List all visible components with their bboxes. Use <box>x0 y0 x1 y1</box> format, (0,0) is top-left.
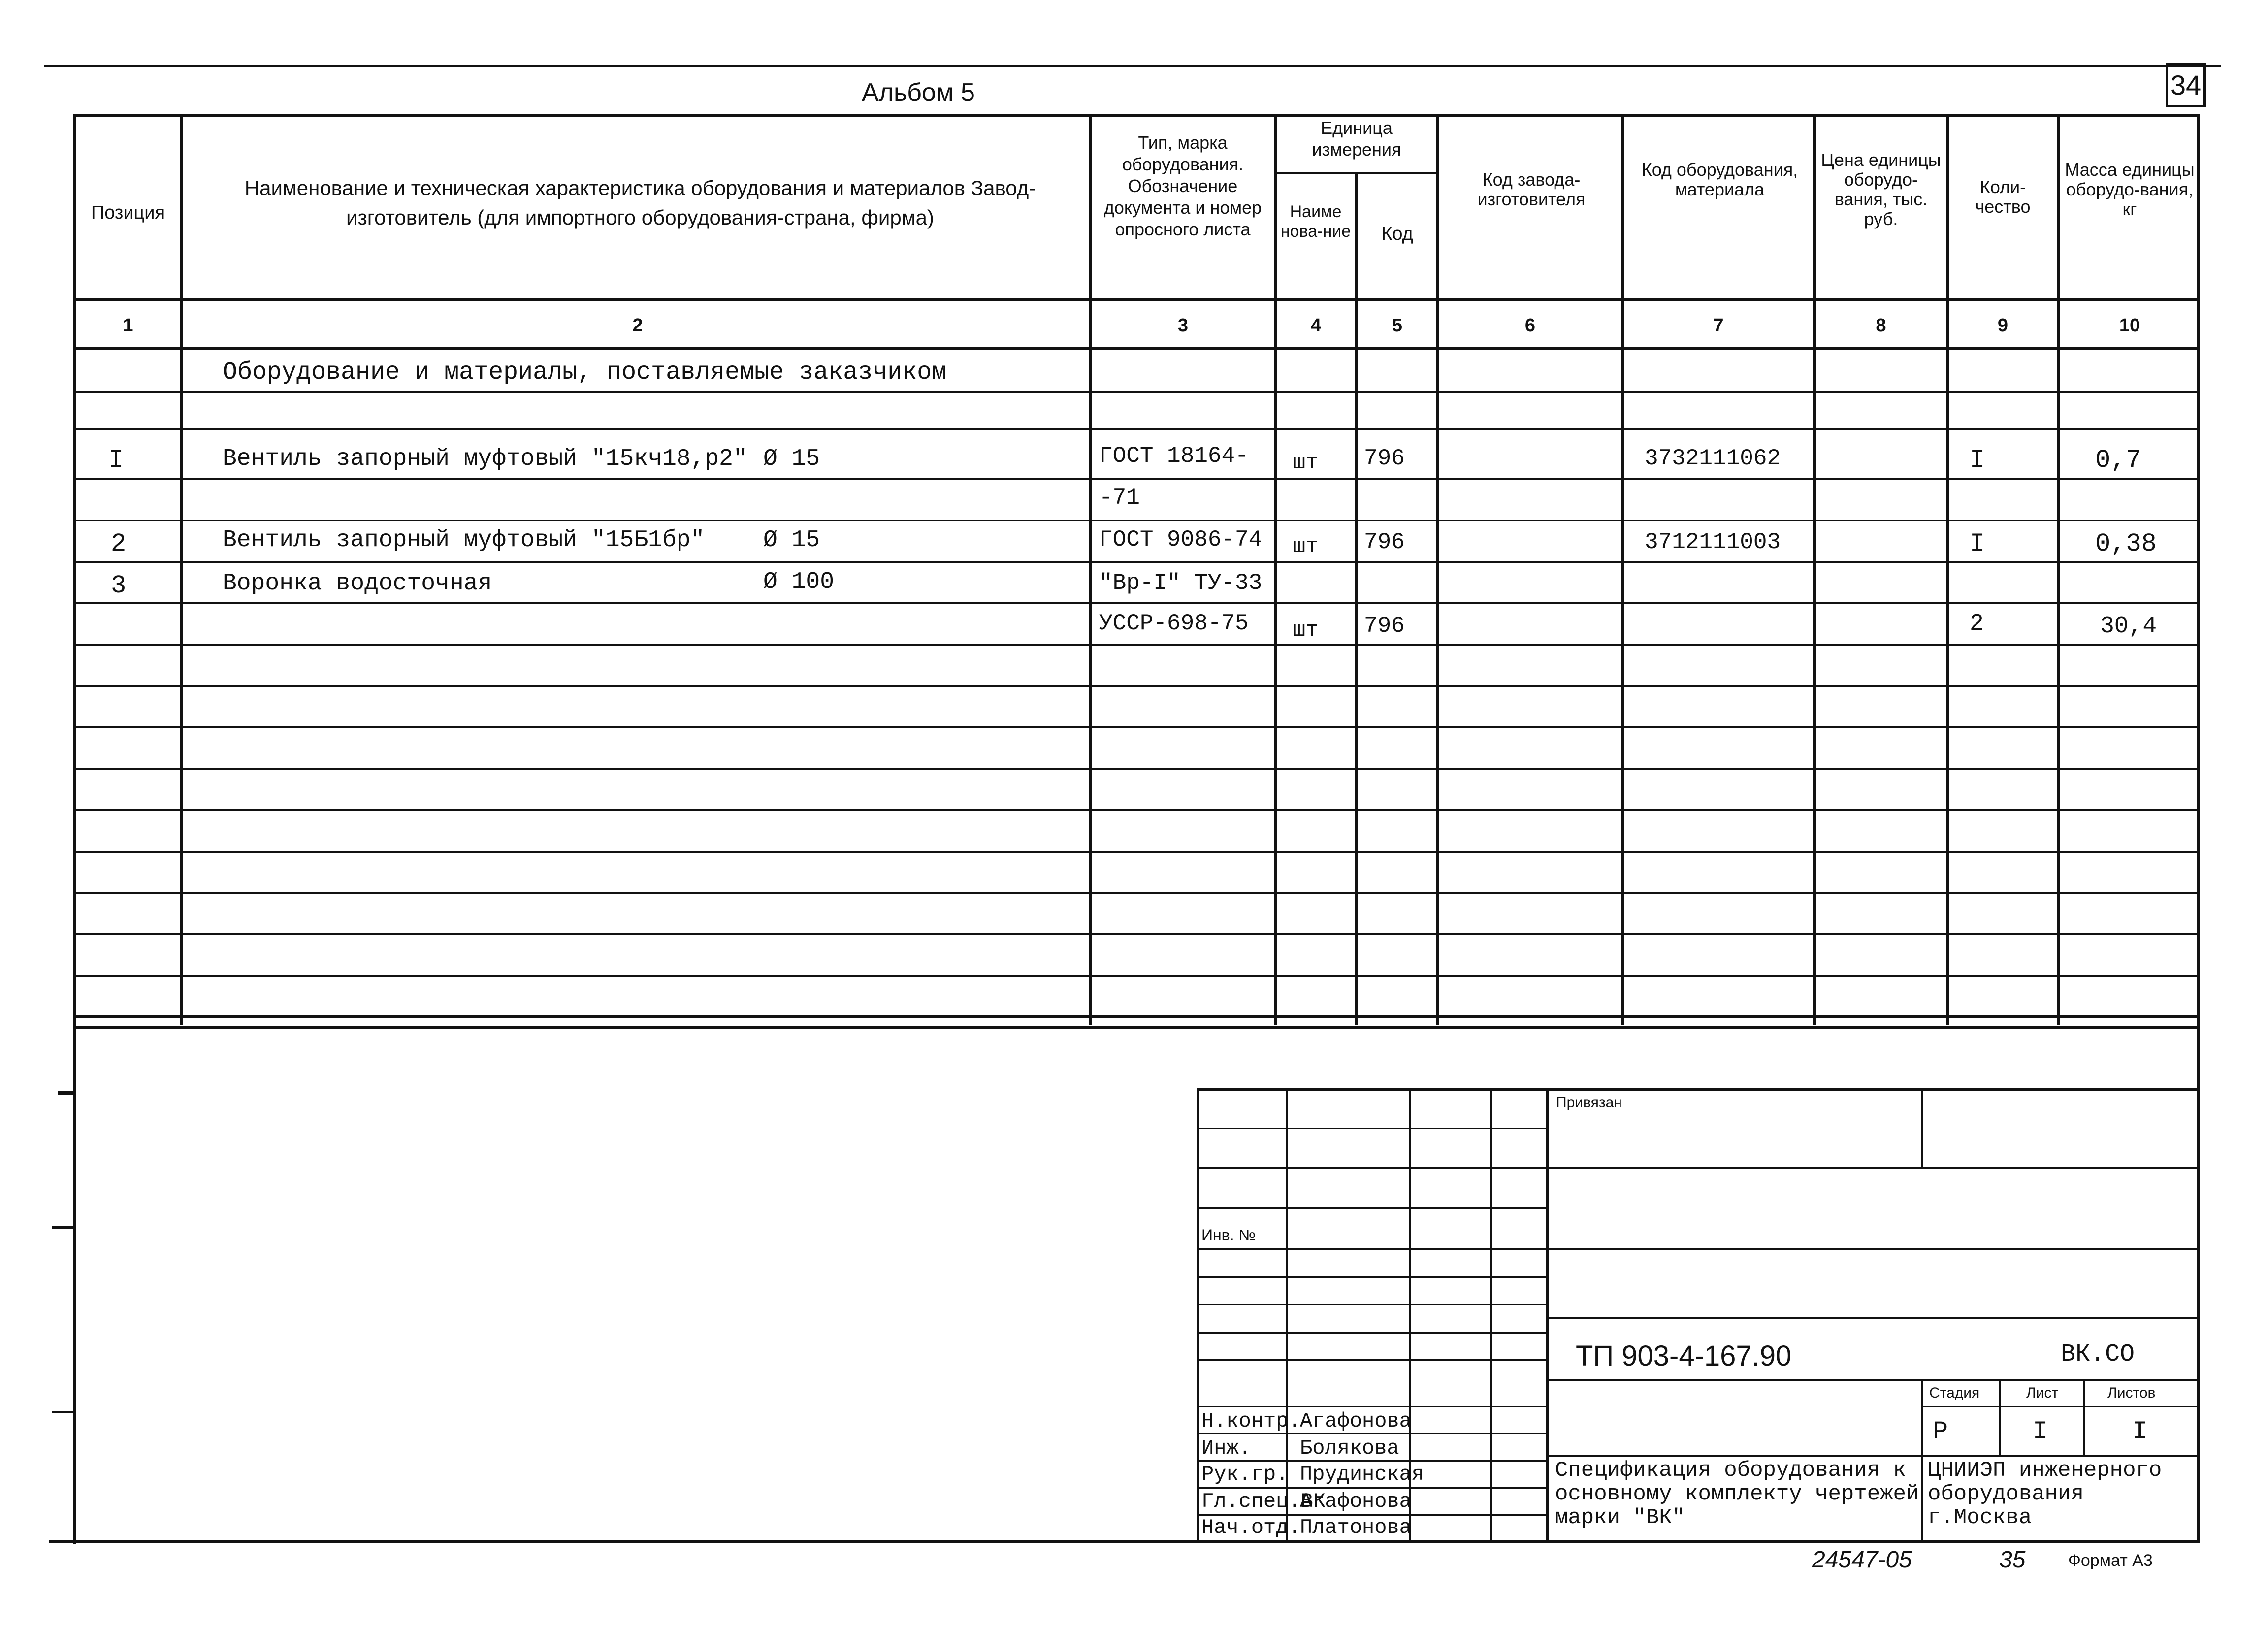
section-title: Оборудование и материалы, поставляемые заказчиком <box>223 358 947 387</box>
sheet-value: I <box>2033 1417 2048 1446</box>
signature-name: Прудинская <box>1300 1463 1425 1486</box>
col-num: 2 <box>632 315 643 336</box>
row-unit-code: 796 <box>1364 529 1405 555</box>
row-rule <box>73 561 2200 563</box>
row-unit: шт <box>1293 618 1319 643</box>
col-num: 5 <box>1392 315 1403 336</box>
signature-role: Инж. <box>1201 1436 1251 1460</box>
col-num: 7 <box>1713 315 1724 336</box>
margin-tick <box>52 1226 74 1229</box>
signature-role: Рук.гр. <box>1201 1463 1289 1486</box>
tb-line <box>1546 1455 2200 1457</box>
row-mass: 30,4 <box>2100 613 2157 640</box>
row-rule <box>73 644 2200 646</box>
tb-grid-rule <box>1197 1207 1547 1209</box>
col-header-factory-code: Код завода-изготовителя <box>1477 169 1586 209</box>
sheet-label: Лист <box>2026 1385 2059 1401</box>
row-unit: шт <box>1293 451 1319 475</box>
header-bottom-line <box>73 298 2200 301</box>
col-header-unit-name: Наиме нова-ние <box>1280 202 1351 241</box>
tb-line <box>1546 1167 2200 1169</box>
stage-value: Р <box>1933 1417 1948 1446</box>
col-num: 4 <box>1310 315 1322 336</box>
tb-grid-rule <box>1197 1167 1547 1169</box>
signature-name: Болякова <box>1300 1436 1399 1460</box>
row-rule <box>73 851 2200 853</box>
col-num: 8 <box>1876 315 1886 336</box>
sheets-value: I <box>2132 1417 2148 1446</box>
drawing-mark: ВК.СО <box>2061 1340 2135 1368</box>
col-num: 10 <box>2119 315 2140 336</box>
row-name: Вентиль запорный муфтовый "15Б1бр" <box>223 527 705 554</box>
tb-sep <box>1921 1379 1923 1541</box>
signature-name: Агафонова <box>1300 1490 1412 1513</box>
tb-sep <box>1999 1379 2001 1455</box>
signature-name: Агафонова <box>1300 1409 1412 1433</box>
tb-grid-rule <box>1197 1128 1547 1129</box>
unit-group-title: Единица измерения <box>1312 118 1401 160</box>
col-num: 9 <box>1997 315 2009 336</box>
col-sep <box>1274 114 1277 1025</box>
col-sep <box>1089 114 1092 1025</box>
signature-role: Н.контр. <box>1201 1409 1301 1433</box>
bottom-border-line <box>49 1540 2200 1543</box>
tb-sep <box>2083 1379 2085 1455</box>
row-rule <box>73 975 2200 977</box>
unit-group-divider <box>1274 172 1439 174</box>
tb-sep <box>1921 1088 1923 1169</box>
left-border-line <box>73 1029 76 1544</box>
sheet-number-box <box>2166 63 2206 107</box>
row-unit-code: 796 <box>1364 446 1405 471</box>
tb-line <box>1546 1248 2200 1250</box>
tb-sep <box>1490 1088 1492 1541</box>
row-quantity: I <box>1970 529 1985 558</box>
row-dn: Ø 15 <box>763 446 820 472</box>
tb-grid-rule <box>1197 1406 1547 1407</box>
tb-line <box>1546 1379 2200 1381</box>
row-unit-code: 796 <box>1364 613 1405 639</box>
col-sep <box>2057 114 2060 1025</box>
col-sep <box>1946 114 1949 1025</box>
document-number: 24547-05 <box>1812 1547 1912 1573</box>
row-unit: шт <box>1293 534 1319 559</box>
row-type: -71 <box>1099 485 1140 511</box>
sheets-label: Листов <box>2107 1385 2156 1401</box>
col-header-name: Наименование и техническая характеристика оборудования и материалов Завод-изготовитель (для импортного оборудования-страна, фирма) <box>244 176 1036 229</box>
page-number: 35 <box>1999 1547 2026 1573</box>
row-position: 3 <box>111 571 127 600</box>
col-header-quantity: Коли-чество <box>1975 177 2031 217</box>
tb-line <box>1921 1406 2200 1407</box>
tb-grid-rule <box>1197 1433 1547 1434</box>
row-type: УССР-698-75 <box>1099 611 1249 636</box>
row-rule <box>73 768 2200 770</box>
privyazan-label: Привязан <box>1556 1094 1622 1110</box>
col-header-position: Позиция <box>91 202 165 223</box>
organization: ЦНИИЭП инженерного оборудования г.Москва <box>1928 1458 2162 1530</box>
row-rule <box>73 933 2200 935</box>
margin-tick <box>58 1091 73 1095</box>
row-rule <box>73 809 2200 811</box>
col-sep <box>1436 114 1439 1025</box>
row-rule <box>73 428 2200 430</box>
album-label: Альбом 5 <box>862 78 975 107</box>
row-rule <box>73 1015 2200 1018</box>
inv-no-label: Инв. № <box>1201 1226 1256 1244</box>
document-description: Спецификация оборудования к основному комплекту чертежей марки "ВК" <box>1555 1458 1919 1530</box>
signature-name: Платонова <box>1300 1516 1412 1539</box>
row-rule <box>73 520 2200 521</box>
tb-grid-rule <box>1197 1460 1547 1462</box>
row-type: ГОСТ 18164- <box>1099 443 1249 469</box>
col-sep <box>1813 114 1816 1025</box>
col-num: 1 <box>123 315 133 336</box>
col-header-material-code: Код оборудования, материала <box>1641 160 1798 199</box>
row-code: 3732111062 <box>1645 446 1781 471</box>
colnum-bottom-line <box>73 347 2200 350</box>
tb-grid-rule <box>1197 1487 1547 1489</box>
row-rule <box>73 478 2200 480</box>
tb-grid-rule <box>1197 1359 1547 1361</box>
row-name: Воронка водосточная <box>223 570 492 597</box>
row-dn: Ø 15 <box>763 527 820 554</box>
row-type: "Вр-I" ТУ-33 <box>1099 570 1263 596</box>
row-name: Вентиль запорный муфтовый "15кч18,р2" <box>223 446 747 472</box>
row-dn: Ø 100 <box>763 569 835 595</box>
tb-grid-rule <box>1197 1248 1547 1250</box>
row-rule <box>73 602 2200 604</box>
col-header-mass: Масса единицы оборудо-вания, кг <box>2065 160 2195 219</box>
row-rule <box>73 685 2200 687</box>
col-header-price: Цена единицы оборудо-вания, тыс. руб. <box>1821 150 1941 229</box>
tb-sep <box>1546 1088 1549 1541</box>
paper-format: Формат А3 <box>2068 1551 2153 1570</box>
row-mass: 0,38 <box>2095 529 2157 558</box>
row-rule <box>73 892 2200 894</box>
col-header-unit-code: Код <box>1381 224 1413 244</box>
right-border-line <box>2197 114 2200 1543</box>
col-num: 6 <box>1524 315 1536 336</box>
row-rule <box>73 391 2200 393</box>
margin-tick <box>52 1411 74 1413</box>
row-type: ГОСТ 9086-74 <box>1099 527 1263 553</box>
col-sep <box>1621 114 1624 1025</box>
stage-label: Стадия <box>1929 1385 1980 1401</box>
row-position: I <box>108 446 124 475</box>
row-position: 2 <box>111 529 127 558</box>
sheet-number: 34 <box>2170 69 2202 100</box>
signature-role: Гл.спец.ВК <box>1201 1490 1326 1513</box>
tb-grid-rule <box>1197 1304 1547 1305</box>
row-quantity: 2 <box>1970 611 1984 637</box>
project-code: ТП 903-4-167.90 <box>1576 1340 1792 1372</box>
tb-grid-rule <box>1197 1332 1547 1334</box>
row-code: 3712111003 <box>1645 529 1781 555</box>
signature-role: Нач.отд. <box>1201 1516 1301 1539</box>
row-quantity: I <box>1970 446 1985 475</box>
top-border-line <box>44 65 2221 67</box>
col-num: 3 <box>1177 315 1189 336</box>
row-mass: 0,7 <box>2095 446 2141 475</box>
tb-grid-rule <box>1197 1276 1547 1278</box>
row-rule <box>73 726 2200 728</box>
col-sep <box>180 114 183 1025</box>
tb-line <box>1546 1317 2200 1319</box>
col-header-type: Тип, марка оборудования. Обозначение документа и номер опросного листа <box>1103 132 1262 239</box>
